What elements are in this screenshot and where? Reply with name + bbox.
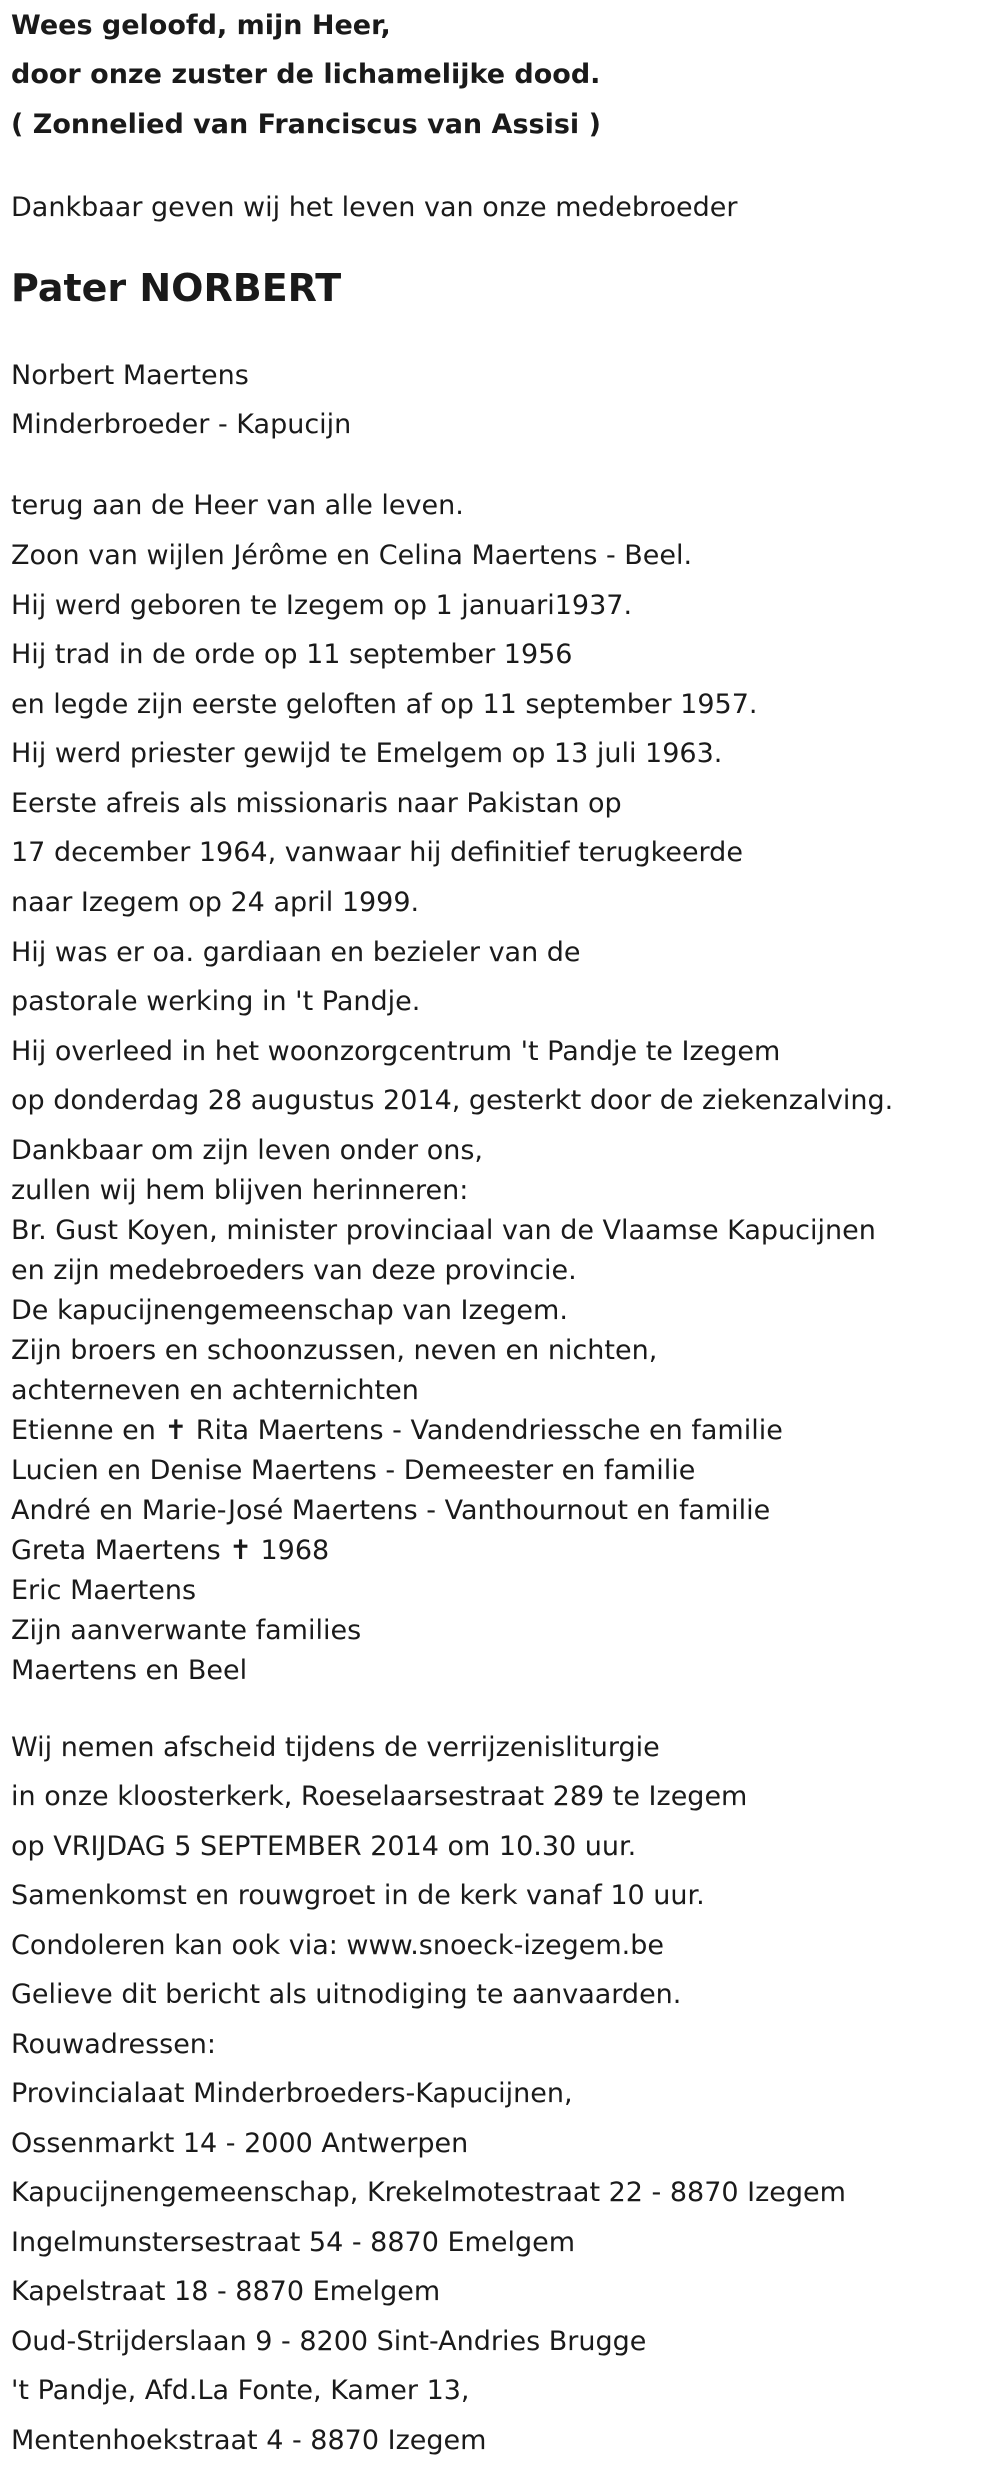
address-line: Kapucijnengemeenschap, Krekelmotestraat 22 - 8870 Izegem bbox=[11, 2177, 846, 2208]
family-text: Greta Maertens bbox=[11, 1535, 230, 1566]
biography-line: en legde zijn eerste geloften af op 11 september 1957. bbox=[11, 689, 758, 720]
funeral-line: in onze kloosterkerk, Roeselaarsestraat 289 te Izegem bbox=[11, 1781, 748, 1812]
remembrance-line: achterneven en achternichten bbox=[11, 1375, 419, 1406]
address-line: 't Pandje, Afd.La Fonte, Kamer 13, bbox=[11, 2375, 470, 2406]
biography-line: naar Izegem op 24 april 1999. bbox=[11, 887, 420, 918]
family-line-greta bbox=[11, 1531, 329, 1571]
family-line-eric: Eric Maertens bbox=[11, 1575, 197, 1606]
address-line: Ingelmunstersestraat 54 - 8870 Emelgem bbox=[11, 2227, 575, 2258]
remembrance-closing-line: Zijn aanverwante families bbox=[11, 1615, 362, 1646]
remembrance-line: en zijn medebroeders van deze provincie. bbox=[11, 1255, 577, 1286]
cross-icon: ✝ bbox=[164, 1415, 188, 1446]
cross-icon: ✝ bbox=[229, 1535, 252, 1566]
family-line-andre: André en Marie-José Maertens - Vanthournout en familie bbox=[11, 1495, 771, 1526]
family-line-etienne bbox=[11, 1411, 783, 1451]
address-line: Ossenmarkt 14 - 2000 Antwerpen bbox=[11, 2128, 469, 2159]
biography-line: Hij werd geboren te Izegem op 1 januari1937. bbox=[11, 590, 633, 621]
remembrance-line: zullen wij hem blijven herinneren: bbox=[11, 1175, 469, 1206]
biography-line: Hij was er oa. gardiaan en bezieler van de bbox=[11, 937, 581, 968]
family-text: Etienne en bbox=[11, 1415, 165, 1446]
quote-source: ( Zonnelied van Franciscus van Assisi ) bbox=[11, 109, 601, 140]
address-line: Kapelstraat 18 - 8870 Emelgem bbox=[11, 2276, 441, 2307]
biography-line: pastorale werking in 't Pandje. bbox=[11, 986, 421, 1017]
remembrance-line: De kapucijnengemeenschap van Izegem. bbox=[11, 1295, 568, 1326]
quote-line-2: door onze zuster de lichamelijke dood. bbox=[11, 59, 601, 90]
funeral-line: op VRIJDAG 5 SEPTEMBER 2014 om 10.30 uur. bbox=[11, 1831, 637, 1862]
funeral-line: Condoleren kan ook via: www.snoeck-izegem.be bbox=[11, 1930, 664, 1961]
remembrance-line: Zijn broers en schoonzussen, neven en nichten, bbox=[11, 1335, 658, 1366]
biography-line: 17 december 1964, vanwaar hij definitief terugkeerde bbox=[11, 837, 743, 868]
biography-line: Hij trad in de orde op 11 september 1956 bbox=[11, 639, 573, 670]
address-line: Provincialaat Minderbroeders-Kapucijnen, bbox=[11, 2078, 573, 2109]
biography-line: terug aan de Heer van alle leven. bbox=[11, 490, 464, 521]
remembrance-line: Br. Gust Koyen, minister provinciaal van de Vlaamse Kapucijnen bbox=[11, 1215, 876, 1246]
quote-line-1: Wees geloofd, mijn Heer, bbox=[11, 10, 391, 41]
deceased-civil-name: Norbert Maertens bbox=[11, 360, 249, 391]
biography-line: Eerste afreis als missionaris naar Pakistan op bbox=[11, 788, 622, 819]
address-line: Mentenhoekstraat 4 - 8870 Izegem bbox=[11, 2425, 487, 2456]
biography-line: Zoon van wijlen Jérôme en Celina Maertens - Beel. bbox=[11, 540, 693, 571]
family-line-lucien: Lucien en Denise Maertens - Demeester en familie bbox=[11, 1455, 696, 1486]
remembrance-line: Dankbaar om zijn leven onder ons, bbox=[11, 1135, 484, 1166]
address-line: Oud-Strijderslaan 9 - 8200 Sint-Andries Brugge bbox=[11, 2326, 647, 2357]
remembrance-closing-line: Maertens en Beel bbox=[11, 1655, 248, 1686]
biography-line: op donderdag 28 augustus 2014, gesterkt door de ziekenzalving. bbox=[11, 1085, 894, 1116]
funeral-line: Samenkomst en rouwgroet in de kerk vanaf 10 uur. bbox=[11, 1880, 705, 1911]
deceased-title: Pater NORBERT bbox=[11, 266, 342, 310]
funeral-line: Gelieve dit bericht als uitnodiging te aanvaarden. bbox=[11, 1979, 682, 2010]
family-text: Rita Maertens - Vandendriessche en familie bbox=[187, 1415, 783, 1446]
funeral-line: Wij nemen afscheid tijdens de verrijzenisliturgie bbox=[11, 1732, 660, 1763]
family-text: 1968 bbox=[251, 1535, 330, 1566]
deceased-order: Minderbroeder - Kapucijn bbox=[11, 409, 352, 440]
intro-text: Dankbaar geven wij het leven van onze medebroeder bbox=[11, 192, 738, 223]
biography-line: Hij overleed in het woonzorgcentrum 't Pandje te Izegem bbox=[11, 1036, 781, 1067]
biography-line: Hij werd priester gewijd te Emelgem op 13 juli 1963. bbox=[11, 738, 723, 769]
funeral-line: Rouwadressen: bbox=[11, 2029, 217, 2060]
